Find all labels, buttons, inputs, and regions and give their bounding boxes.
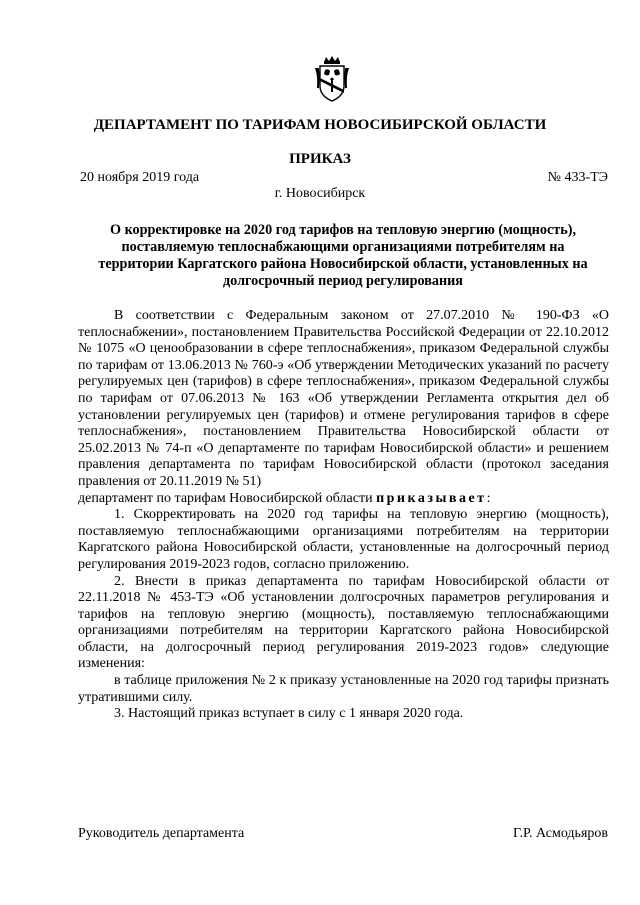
item-2-subparagraph: в таблице приложения № 2 к приказу установленные на 2020 год тарифы признать утратившими силу. (78, 673, 609, 705)
orders-colon: : (486, 490, 491, 506)
subject-line: долгосрочный период регулирования (223, 273, 463, 289)
preamble-paragraph: В соответствии с Федеральным законом от 27.07.2010 № 190-ФЗ «О теплоснабжении», постановлением Правительства Российской Федерации от 22.10.2012 № 1075 «О ценообразовании в сфере теплоснабжения», приказом Федеральной службы по тарифам от 13.06.2013 № 760-э «Об утверждении Методических указаний по расчету регулируемых цен (тарифов) в сфере теплоснабжения», приказом Федеральной службы по тарифам от 07.06.2013 № 163 «Об утверждении Регламента открытия дел об установлении регулируемых цен (тарифов) и отмене регулирования тарифов в сфере теплоснабжения», постановлением Правительства Новосибирской области от 25.02.2013 № 74-п «О департаменте по тарифам Новосибирской области» и решением правления департамента по тарифам Новосибирской области (протокол заседания правления от 20.11.2019 № 51) (78, 308, 609, 489)
signature-name: Г.Р. Асмодьяров (512, 826, 608, 841)
order-label: ПРИКАЗ (289, 151, 351, 167)
order-date: 20 ноября 2019 года (80, 170, 200, 185)
item-3-paragraph: 3. Настоящий приказ вступает в силу с 1 января 2020 года. (114, 706, 464, 722)
order-city: г. Новосибирск (274, 186, 366, 201)
orders-line (78, 491, 609, 508)
subject-line: территории Каргатского района Новосибирской области, установленных на (98, 256, 588, 272)
item-2-paragraph: 2. Внести в приказ департамента по тарифам Новосибирской области от 22.11.2018 № 453-ТЭ «Об установлении долгосрочных параметров регулирования и тарифов на тепловую энергию (мощность), поставляемую теплоснабжающими организациями потребителям на территории Каргатского района Новосибирской области, на долгосрочный период регулирования 2019-2023 годов» следующие изменения: (78, 573, 609, 672)
subject-line: О корректировке на 2020 год тарифов на тепловую энергию (мощность), (109, 222, 576, 238)
orders-intro: департамент по тарифам Новосибирской области (78, 490, 373, 506)
order-number: № 433-ТЭ (547, 170, 608, 185)
novosibirsk-coat-of-arms-icon (314, 56, 350, 102)
item-1-paragraph: 1. Скорректировать на 2020 год тарифы на тепловую энергию (мощность), поставляемую теплоснабжающими организациями потребителям на территории Каргатского района Новосибирской области, установленные на долгосрочный период регулирования 2019-2023 годов, согласно приложению. (78, 507, 609, 572)
orders-word: приказывает (376, 490, 487, 506)
department-title: ДЕПАРТАМЕНТ ПО ТАРИФАМ НОВОСИБИРСКОЙ ОБЛАСТИ (93, 117, 547, 133)
order-body (78, 308, 609, 723)
order-subject (78, 222, 608, 290)
subject-line: поставляемую теплоснабжающими организациями потребителям на (121, 239, 565, 255)
signature-position: Руководитель департамента (78, 826, 245, 841)
